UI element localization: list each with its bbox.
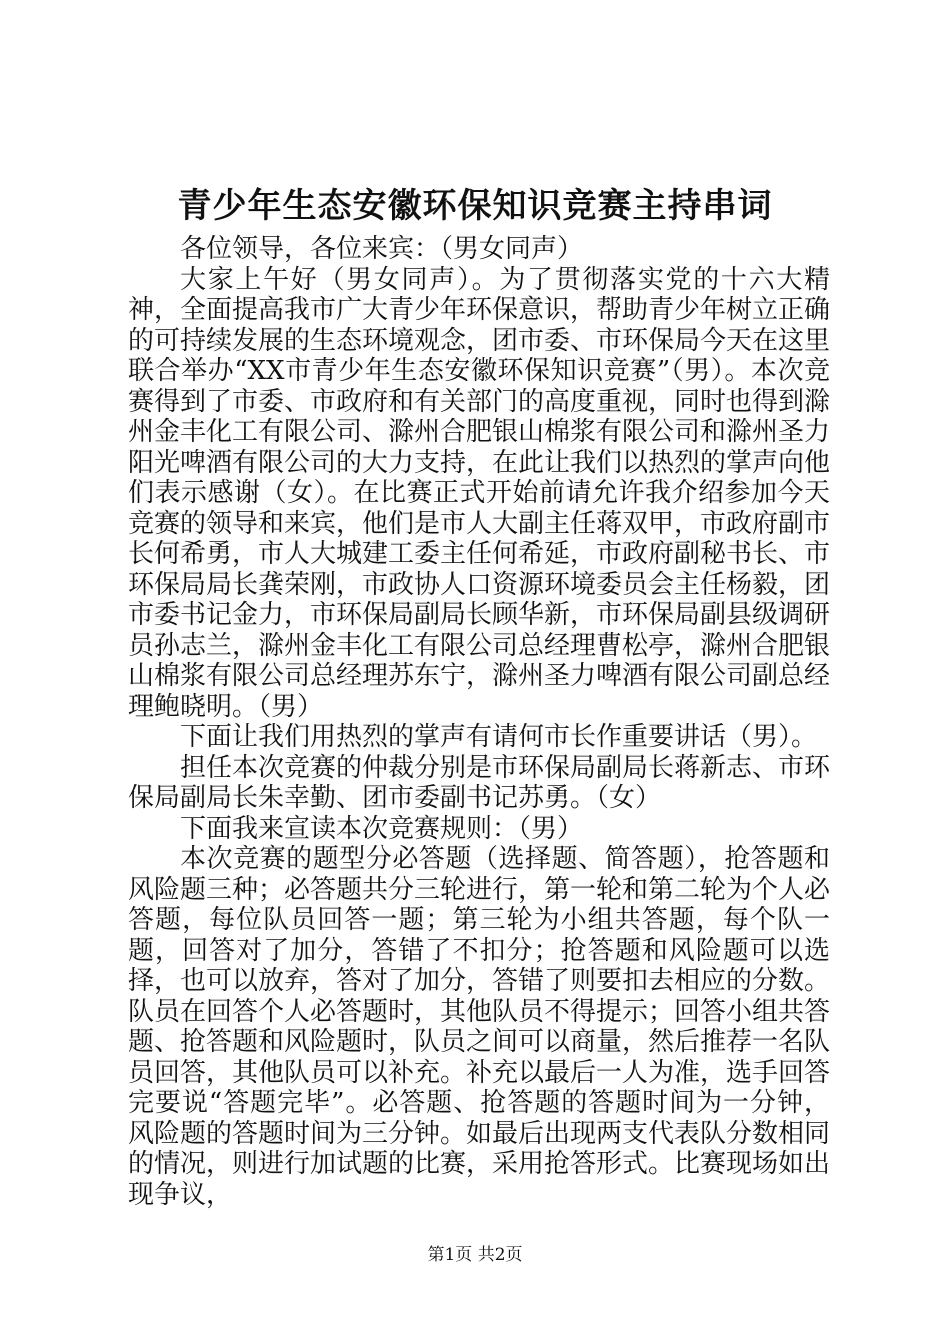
page-number-footer: 第1页 共2页	[427, 1245, 523, 1265]
paragraph-rules-intro: 下面我来宣读本次竞赛规则：（男）	[180, 813, 584, 844]
document-body	[128, 234, 830, 1210]
paragraph-arbitrators: 担任本次竞赛的仲裁分别是市环保局副局长蒋新志、市环保局副局长朱幸勤、团市委副书记苏勇。（女）	[128, 752, 831, 813]
paragraph-opening: 大家上午好（男女同声）。为了贯彻落实党的十六大精神，全面提高我市广大青少年环保意识，帮助青少年树立正确的可持续发展的生态环境观念，团市委、市环保局今天在这里联合举办“XX市青少年生态安徽环保知识竞赛”（男）。本次竞赛得到了市委、市政府和有关部门的高度重视，同时也得到滁州金丰化工有限公司、滁州合肥银山棉浆有限公司和滁州圣力阳光啤酒有限公司的大力支持，在此让我们以热烈的掌声向他们表示感谢（女）。在比赛正式开始前请允许我介绍参加今天竞赛的领导和来宾，他们是市人大副主任蒋双甲，市政府副市长何希勇，市人大城建工委主任何希延，市政府副秘书长、市环保局局长龚荣刚，市政协人口资源环境委员会主任杨毅，团市委书记金力，市环保局副局长顾华新，市环保局副县级调研员孙志兰，滁州金丰化工有限公司总经理曹松亭，滁州合肥银山棉浆有限公司总经理苏东宁，滁州圣力啤酒有限公司副总经理鲍晓明。（男）	[128, 264, 831, 722]
document-title: 青少年生态安徽环保知识竞赛主持串词	[177, 186, 773, 226]
paragraph-rules: 本次竞赛的题型分必答题（选择题、简答题），抢答题和风险题三种；必答题共分三轮进行，第一轮和第二轮为个人必答题，每位队员回答一题；第三轮为小组共答题，每个队一题，回答对了加分，答错了不扣分；抢答题和风险题可以选择，也可以放弃，答对了加分，答错了则要扣去相应的分数。队员在回答个人必答题时，其他队员不得提示；回答小组共答题、抢答题和风险题时，队员之间可以商量，然后推荐一名队员回答，其他队员可以补充。补充以最后一人为准，选手回答完要说“答题完毕”。必答题、抢答题的答题时间为一分钟，风险题的答题时间为三分钟。如最后出现两支代表队分数相同的情况，则进行加试题的比赛，采用抢答形式。比赛现场如出现争议，	[128, 844, 831, 1210]
paragraph-speech-invite: 下面让我们用热烈的掌声有请何市长作重要讲话（男）。	[180, 722, 818, 752]
paragraph-greeting: 各位领导，各位来宾：（男女同声）	[180, 234, 584, 264]
